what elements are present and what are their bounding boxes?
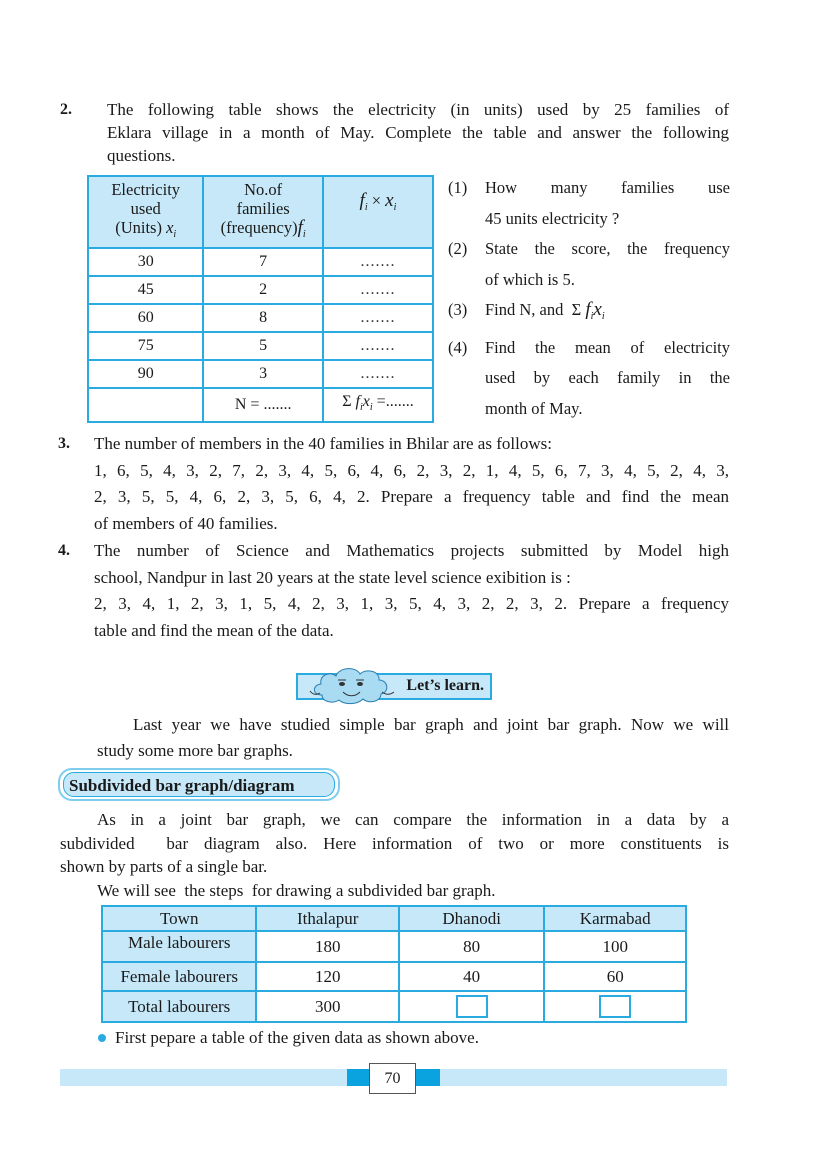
question-2-line: questions.: [107, 146, 176, 165]
answer-box: [599, 995, 631, 1018]
electricity-table: [87, 175, 434, 423]
cell-sum-fx: Σ $f_ix_i$ =.......: [323, 388, 433, 422]
page-number: 70: [369, 1063, 416, 1094]
cell-fx: .......: [323, 248, 433, 276]
row-label: Female labourers: [102, 962, 256, 991]
header-no-of-families: No.of families $(frequency)f_i$: [203, 176, 323, 248]
bullet-text: First pepare a table of the given data as shown above.: [115, 1028, 479, 1047]
cell-f: 5: [203, 332, 323, 360]
table-header-row: [102, 906, 686, 931]
bullet-icon: [98, 1034, 106, 1042]
subquestion-3: (3) Find N, and Σ $f_ix_i$: [448, 299, 605, 322]
cell-fx: .......: [323, 276, 433, 304]
cell-value: 100: [544, 931, 686, 962]
labour-table: [101, 905, 687, 1023]
header-karmabad: Karmabad: [544, 906, 686, 931]
lets-learn-banner: [296, 673, 492, 700]
section-heading: Subdivided bar graph/diagram: [63, 772, 335, 797]
cell-x: 90: [88, 360, 203, 388]
cell-value: 300: [256, 991, 399, 1022]
cell-x: 30: [88, 248, 203, 276]
cell-f: 2: [203, 276, 323, 304]
cell-fx: .......: [323, 304, 433, 332]
cell-x: 45: [88, 276, 203, 304]
question-2-line: The following table shows the electricity (in units) used by 25 families of: [107, 100, 729, 119]
header-ithalapur: Ithalapur: [256, 906, 399, 931]
cell-value: 60: [544, 962, 686, 991]
cell-value: 120: [256, 962, 399, 991]
header-dhanodi: Dhanodi: [399, 906, 544, 931]
row-label: Total labourers: [102, 991, 256, 1022]
cell-x: 60: [88, 304, 203, 332]
cell-value: 80: [399, 931, 544, 962]
subdivided-paragraph: As in a joint bar graph, we can compare the information in a data by a subdivided bar diagram also. Here information of two or more constituents is shown by parts of a single bar. We will see the steps for drawing a subdivided bar graph.: [60, 810, 729, 900]
table-header-row: [88, 176, 433, 248]
table-row: [88, 276, 433, 304]
cloud-face-icon: [308, 665, 398, 707]
cell-empty: [88, 388, 203, 422]
table-row: [88, 360, 433, 388]
header-fx-product: $f_i \times x_i$: [323, 176, 433, 248]
table-row: [88, 248, 433, 276]
answer-box: [456, 995, 488, 1018]
table-row: [88, 332, 433, 360]
question-3-text: The number of members in the 40 families in Bhilar are as follows: 1, 6, 5, 4, 3, 2, 7, 2, 3, 4, 5, 6, 4, 6, 2, 3, 2, 1, 4, 5, 6, 7, 3, 4, 5, 2, 4, 3, 2, 3, 5, 5, 4, 6, 2, 3, 5, 6, 4, 2. Prepare a frequency table and find the mean of members of 40 families.: [94, 434, 729, 533]
cell-x: 75: [88, 332, 203, 360]
cell-value: 180: [256, 931, 399, 962]
subquestion-1: (1) How many families use 45 units electricity ?: [448, 178, 730, 228]
question-2-text-3: [107, 144, 729, 167]
question-4-text: The number of Science and Mathematics projects submitted by Model high school, Nandpur in last 20 years at the state level science exibition is : 2, 3, 4, 1, 2, 3, 1, 5, 4, 2, 3, 1, 3, 5, 4, 3, 2, 2, 3, 2. Prepare a frequency table and find the mean of the data.: [94, 541, 729, 640]
question-2-text: [107, 98, 729, 121]
cell-f: 8: [203, 304, 323, 332]
cell-blank: [544, 991, 686, 1022]
table-row: [88, 304, 433, 332]
table-row: [102, 991, 686, 1022]
intro-text: Last year we have studied simple bar graph and joint bar graph. Now we will study some more bar graphs.: [97, 715, 729, 760]
question-2-line: Eklara village in a month of May. Complete the table and answer the following: [107, 123, 729, 142]
table-footer-row: [88, 388, 433, 422]
header-electricity-used: Electricity used (Units) $x_i$: [88, 176, 203, 248]
cell-fx: .......: [323, 332, 433, 360]
cell-value: 40: [399, 962, 544, 991]
question-3-number: 3.: [58, 435, 70, 452]
question-2-subquestions: [448, 173, 730, 424]
subquestion-4: (4) Find the mean of electricity used by each family in the month of May.: [448, 337, 730, 418]
question-2-number: 2.: [60, 101, 72, 118]
subquestion-2: (2) State the score, the frequency of which is 5.: [448, 239, 730, 289]
cell-fx: .......: [323, 360, 433, 388]
row-label: Male labourers: [102, 931, 256, 962]
cell-blank: [399, 991, 544, 1022]
lets-learn-label: Let’s learn.: [406, 677, 484, 694]
header-town: Town: [102, 906, 256, 931]
question-4-number: 4.: [58, 542, 70, 559]
table-row: [102, 931, 686, 962]
cell-n-total: N = .......: [203, 388, 323, 422]
question-2-text-2: [107, 121, 729, 144]
table-row: [102, 962, 686, 991]
cell-f: 3: [203, 360, 323, 388]
section-heading-box: [58, 768, 340, 801]
cell-f: 7: [203, 248, 323, 276]
